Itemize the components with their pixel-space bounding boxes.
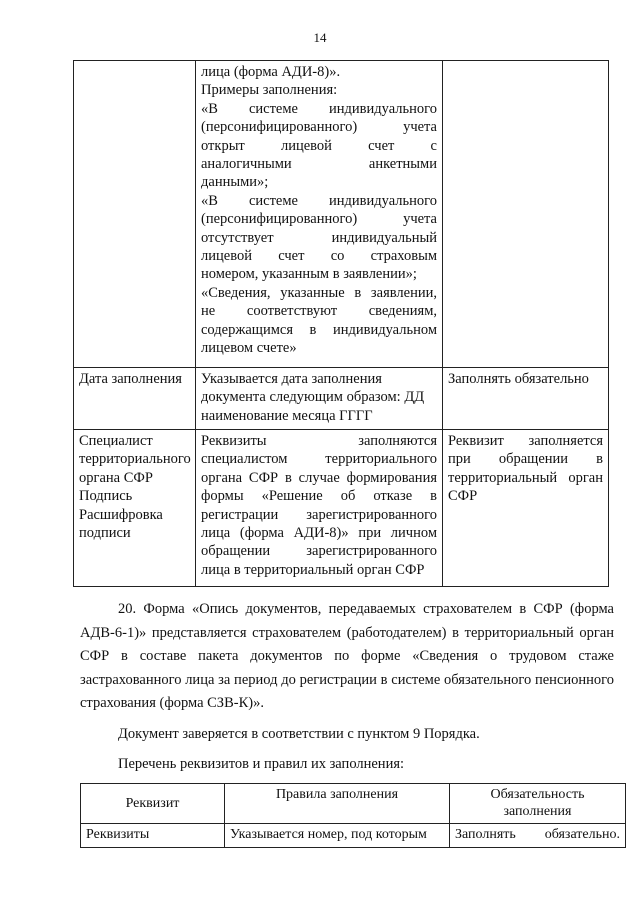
rule-text-line: Примеры заполнения: [201,82,338,99]
table-cell-empty [74,61,196,368]
rule-text-line: не соответствуют сведениям, [201,303,437,320]
table-row [74,61,609,368]
paragraph-certification: Документ заверяется в соответствии с пунктом 9 Порядка. [118,725,480,742]
rule-cell: Указывается номер, под которым [225,824,450,848]
table-header-row [81,784,626,824]
rule-text-line: отсутствует индивидуальный [201,229,437,246]
header-cell-rules: Правила заполнения [225,784,450,824]
requisite-name-cell: Специалист территориального органа СФР Подпись Расшифровка подписи [74,430,196,587]
table-cell-rule-continuation [196,61,443,368]
requisite-name-cell: Реквизиты [81,824,225,848]
rule-text-line: аналогичными анкетными [201,156,437,173]
rule-text-line: (персонифицированного) учета [201,119,437,136]
adv-6-1-requisites-table [80,783,626,848]
obligation-cell: Заполнять обязательно [443,368,609,430]
rule-text-line: «Сведения, указанные в заявлении, [201,284,437,301]
rule-text-line: данными»; [201,174,269,191]
rule-text-line: «В системе индивидуального [201,100,437,117]
body-text [80,598,614,777]
rule-text-line: открыт лицевой счет с [201,137,437,154]
paragraph-20: 20. Форма «Опись документов, передаваемых страхователем в СФР (форма АДВ-6-1)» представляется страхователем (работодателем) в территориальный орган СФР в составе пакета документов по форме «Сведения о трудовом стаже застрахованного лица за период до регистрации в системе обязательного пенсионного страхования (форма СЗВ-К)». [80,601,614,711]
requisites-table [73,60,609,587]
rule-text-line: (персонифицированного) учета [201,211,437,228]
rule-text-line: номером, указанным в заявлении»; [201,266,417,283]
table-cell-empty [443,61,609,368]
table-row [74,368,609,430]
rule-text-line: лицевом счете» [201,340,297,357]
rule-text-line: содержащимся в индивидуальном [201,321,437,338]
rule-cell: Реквизиты заполняются специалистом территориального органа СФР в случае формирования формы «Решение об отказе в регистрации зарегистрированного лица (форма АДИ-8)» при личном обращении зарегистрированного лица в территориальный орган СФР [196,430,443,587]
obligation-cell: Реквизит заполняется при обращении в территориальный орган СФР [443,430,609,587]
obligation-cell: Заполнять обязательно. [450,824,626,848]
requisite-name-cell: Дата заполнения [74,368,196,430]
rule-text-line: лица (форма АДИ-8)». [201,64,341,80]
rule-text-line: «В системе индивидуального [201,192,437,209]
header-cell-requisite: Реквизит [81,784,225,824]
table-row [74,430,609,587]
table-row [81,824,626,848]
paragraph-list-intro: Перечень реквизитов и правил их заполнения: [118,756,405,772]
page-number: 14 [313,30,327,45]
rule-cell: Указывается дата заполнения документа следующим образом: ДД наименование месяца ГГГГ [196,368,443,430]
rule-text-line: лицевой счет со страховым [201,248,437,265]
header-cell-obligation: Обязательность заполнения [450,784,626,824]
